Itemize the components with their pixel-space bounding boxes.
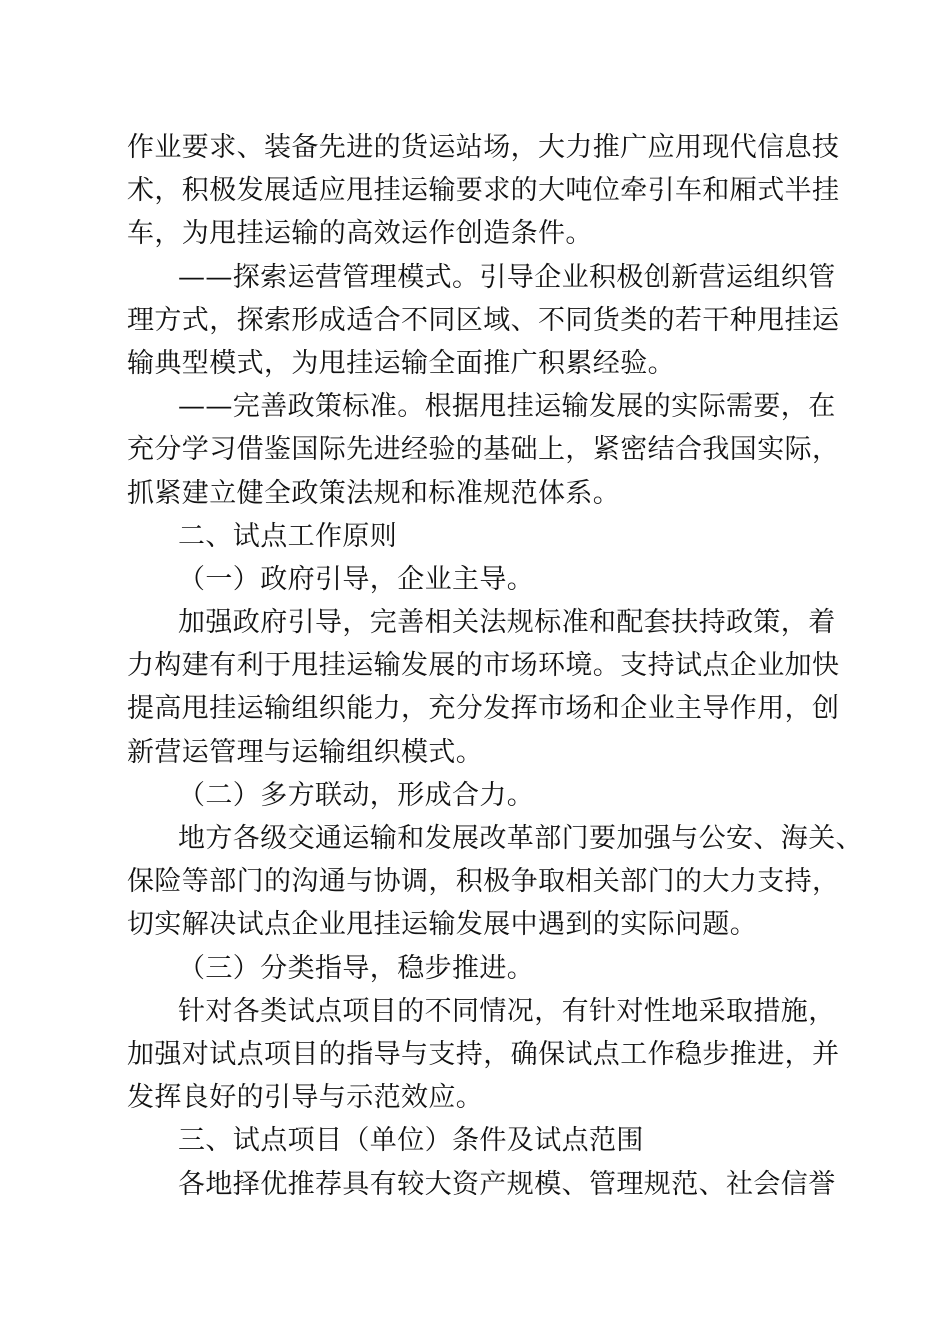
text-line: 充分学习借鉴国际先进经验的基础上，紧密结合我国实际， bbox=[127, 434, 840, 466]
text-line: ——完善政策标准。根据甩挂运输发展的实际需要，在 bbox=[178, 391, 836, 423]
text-line: 发挥良好的引导与示范效应。 bbox=[127, 1082, 484, 1114]
text-line: 输典型模式，为甩挂运输全面推广积累经验。 bbox=[127, 347, 675, 379]
subsection-heading: （三）分类指导，稳步推进。 bbox=[178, 952, 535, 984]
text-line: 术，积极发展适应甩挂运输要求的大吨位牵引车和厢式半挂 bbox=[127, 175, 840, 207]
document-body bbox=[127, 126, 863, 1206]
text-line: 抓紧建立健全政策法规和标准规范体系。 bbox=[127, 477, 621, 509]
text-line: 各地择优推荐具有较大资产规模、管理规范、社会信誉 bbox=[178, 1168, 836, 1200]
text-line: 地方各级交通运输和发展改革部门要加强与公安、海关、 bbox=[178, 823, 863, 854]
text-line: 车，为甩挂运输的高效运作创造条件。 bbox=[127, 218, 593, 250]
text-line: 针对各类试点项目的不同情况，有针对性地采取措施， bbox=[178, 995, 836, 1027]
text-line: 作业要求、装备先进的货运站场，大力推广应用现代信息技 bbox=[127, 132, 840, 163]
subsection-heading: （二）多方联动，形成合力。 bbox=[178, 779, 535, 811]
text-line: 保险等部门的沟通与协调，积极争取相关部门的大力支持， bbox=[127, 866, 840, 898]
text-line: 理方式，探索形成适合不同区域、不同货类的若干种甩挂运 bbox=[127, 304, 840, 336]
subsection-heading: （一）政府引导，企业主导。 bbox=[178, 563, 535, 595]
text-line: 加强政府引导，完善相关法规标准和配套扶持政策，着 bbox=[178, 607, 836, 639]
text-line: 加强对试点项目的指导与支持，确保试点工作稳步推进，并 bbox=[127, 1038, 840, 1070]
section-heading: 三、试点项目（单位）条件及试点范围 bbox=[178, 1125, 644, 1157]
text-line: 提高甩挂运输组织能力，充分发挥市场和企业主导作用，创 bbox=[127, 693, 840, 725]
text-line: 新营运管理与运输组织模式。 bbox=[127, 736, 484, 768]
text-line: 切实解决试点企业甩挂运输发展中遇到的实际问题。 bbox=[127, 909, 758, 941]
text-line: ——探索运营管理模式。引导企业积极创新营运组织管 bbox=[178, 261, 836, 293]
text-line: 力构建有利于甩挂运输发展的市场环境。支持试点企业加快 bbox=[127, 650, 840, 682]
section-heading: 二、试点工作原则 bbox=[178, 520, 398, 552]
